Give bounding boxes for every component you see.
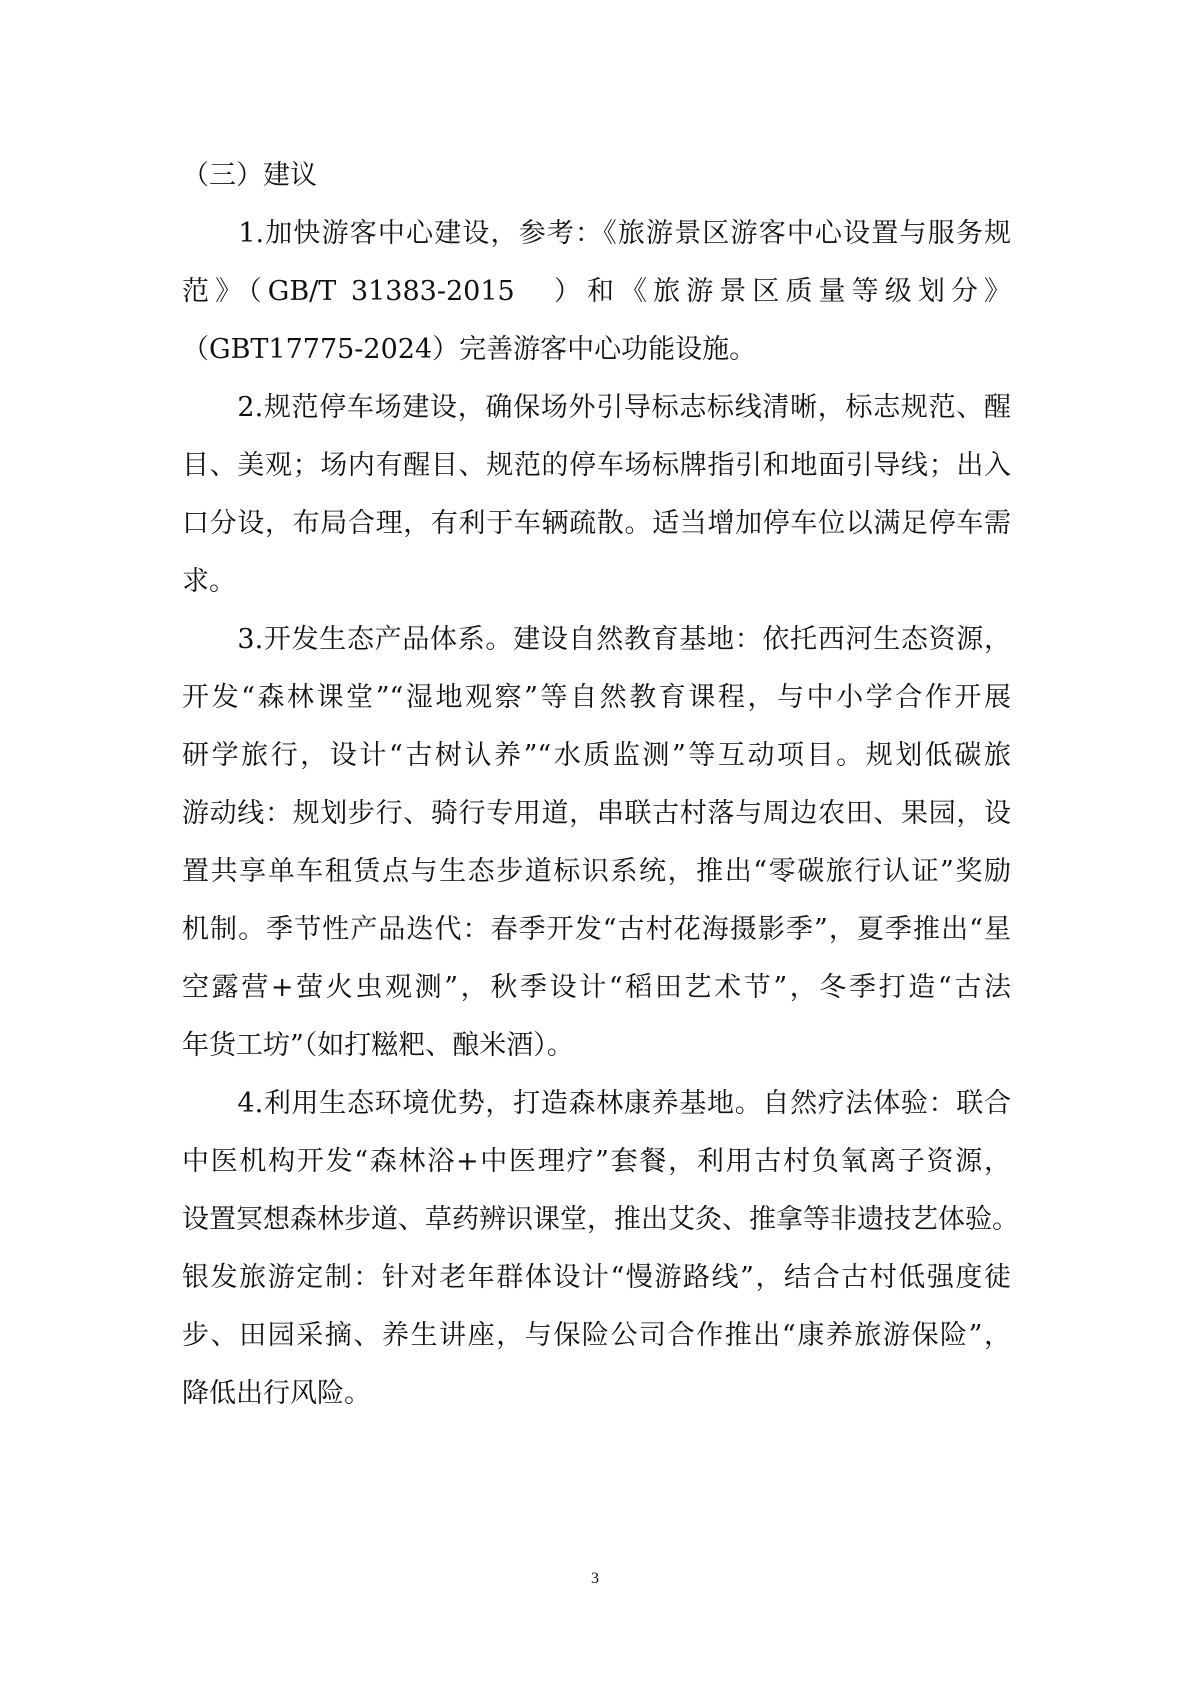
- paragraph-4-line-5: 步、田园采摘、养生讲座，与保险公司合作推出“康养旅游保险”，: [182, 1320, 1011, 1351]
- paragraph-2-line-1: 2.规范停车场建设，确保场外引导标志标线清晰，标志规范、醒: [182, 392, 1011, 423]
- paragraph-4-line-6: 降低出行风险。: [182, 1378, 371, 1409]
- paragraph-3-line-4: 游动线：规划步行、骑行专用道，串联古村落与周边农田、果园，设: [182, 798, 1011, 829]
- paragraph-3-line-8: 年货工坊”（如打糍粑、酿米酒）。: [182, 1030, 574, 1061]
- paragraph-2-line-2: 目、美观；场内有醒目、规范的停车场标牌指引和地面引导线；出入: [182, 450, 1011, 481]
- paragraph-3-line-2: 开发“森林课堂”“湿地观察”等自然教育课程，与中小学合作开展: [182, 682, 1011, 713]
- paragraph-1-line-3: （GBT17775-2024）完善游客中心功能设施。: [182, 334, 757, 365]
- paragraph-3-line-6: 机制。季节性产品迭代：春季开发“古村花海摄影季”，夏季推出“星: [182, 914, 1011, 945]
- paragraph-1-line-2: 范》（GB/T 31383-2015 ）和《旅游景区质量等级划分》: [182, 276, 1011, 307]
- paragraph-4-line-3: 设置冥想森林步道、草药辨识课堂，推出艾灸、推拿等非遗技艺体验。: [182, 1204, 1019, 1235]
- paragraph-4-line-4: 银发旅游定制：针对老年群体设计“慢游路线”，结合古村低强度徒: [182, 1262, 1011, 1293]
- paragraph-3-line-1: 3.开发生态产品体系。建设自然教育基地：依托西河生态资源，: [182, 624, 1011, 655]
- paragraph-2-line-3: 口分设，布局合理，有利于车辆疏散。适当增加停车位以满足停车需: [182, 508, 1011, 539]
- paragraph-3-line-3: 研学旅行，设计“古树认养”“水质监测”等互动项目。规划低碳旅: [182, 740, 1011, 771]
- section-heading: （三）建议: [182, 160, 317, 191]
- page-number: 3: [591, 1570, 599, 1587]
- paragraph-3-line-5: 置共享单车租赁点与生态步道标识系统，推出“零碳旅行认证”奖励: [182, 856, 1011, 887]
- paragraph-3-line-7: 空露营+萤火虫观测”，秋季设计“稻田艺术节”，冬季打造“古法: [182, 972, 1011, 1003]
- paragraph-4-line-1: 4.利用生态环境优势，打造森林康养基地。自然疗法体验：联合: [182, 1088, 1011, 1119]
- paragraph-1-line-1: 1.加快游客中心建设，参考：《旅游景区游客中心设置与服务规: [182, 218, 1011, 249]
- paragraph-4-line-2: 中医机构开发“森林浴+中医理疗”套餐，利用古村负氧离子资源，: [182, 1146, 1011, 1177]
- paragraph-2-line-4: 求。: [182, 566, 236, 597]
